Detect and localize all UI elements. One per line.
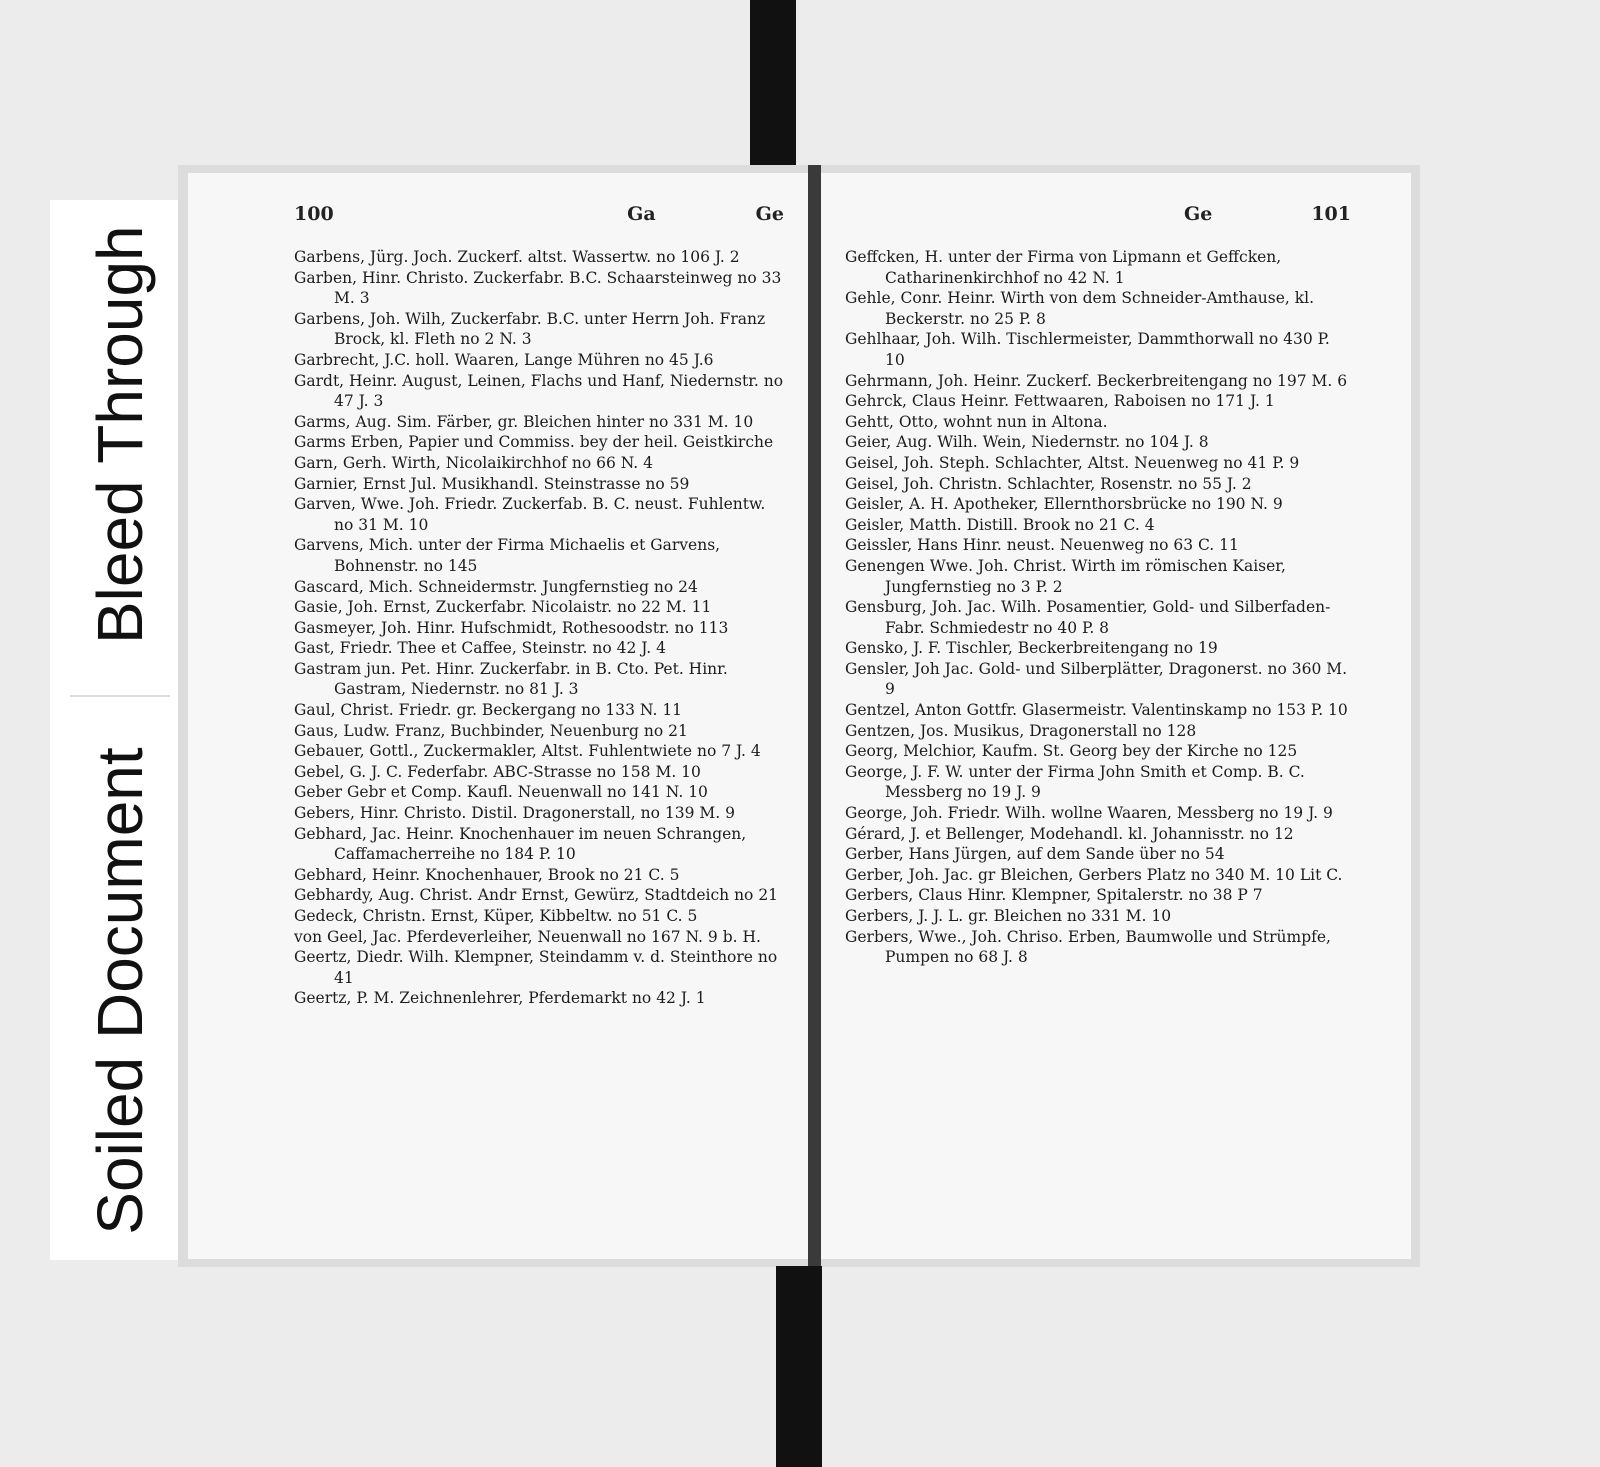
binding-clip-bottom [776,1266,822,1467]
directory-entry: Gastram jun. Pet. Hinr. Zuckerfabr. in B. Cto. Pet. Hinr. Gastram, Niedernstr. no 81 J. 3 [294,659,728,699]
binding-clip-top [750,0,796,165]
left-page-running-head [627,203,784,225]
directory-entry: Gardt, Heinr. August, Leinen, Flachs und Hanf, Niedernstr. no 47 J. 3 [294,371,784,411]
directory-entry: Geertz, P. M. Zeichnenlehrer, Pferdemarkt no 42 J. 1 [294,989,706,1008]
directory-entry: Gehrmann, Joh. Heinr. Zuckerf. Beckerbreitengang no 197 M. 6 [845,371,1348,390]
directory-entry: Geber Gebr et Comp. Kaufl. Neuenwall no 141 N. 10 [294,783,708,802]
directory-entry: Georg, Melchior, Kaufm. St. Georg bey der Kirche no 125 [845,742,1298,761]
directory-entry: Gast, Friedr. Thee et Caffee, Steinstr. no 42 J. 4 [294,639,666,658]
book-gutter [808,165,821,1267]
right-page [821,173,1411,1259]
directory-entry: Gaul, Christ. Friedr. gr. Beckergang no 133 N. 11 [294,701,683,720]
directory-entry: Gebers, Hinr. Christo. Distil. Dragonerstall, no 139 M. 9 [294,804,735,823]
directory-entry: Gehtt, Otto, wohnt nun in Altona. [845,412,1108,431]
side-label-divider [70,695,170,697]
directory-entry: Gentzel, Anton Gottfr. Glasermeistr. Valentinskamp no 153 P. 10 [845,701,1348,720]
left-page [188,173,808,1259]
directory-entry: Gentzen, Jos. Musikus, Dragonerstall no 128 [845,721,1197,740]
directory-entry: Gerber, Hans Jürgen, auf dem Sande über no 54 [845,845,1225,864]
directory-entry: Gebhardy, Aug. Christ. Andr Ernst, Gewürz, Stadtdeich no 21 [294,886,779,905]
left-head-a: Ga [627,203,656,225]
right-page-number: 101 [1311,203,1351,225]
directory-entry: Gasie, Joh. Ernst, Zuckerfabr. Nicolaistr. no 22 M. 11 [294,598,712,617]
directory-entry: Geisel, Joh. Steph. Schlachter, Altst. Neuenweg no 41 P. 9 [845,453,1300,472]
side-label-bleed: Bleed Through [84,225,156,645]
side-label-text [50,200,190,1260]
directory-entry: Garnier, Ernst Jul. Musikhandl. Steinstrasse no 59 [294,474,690,493]
directory-entry: George, Joh. Friedr. Wilh. wollne Waaren, Messberg no 19 J. 9 [845,804,1333,823]
directory-entry: Geisler, Matth. Distill. Brook no 21 C. 4 [845,515,1155,534]
directory-entry: Garven, Wwe. Joh. Friedr. Zuckerfab. B. C. neust. Fuhlentw. no 31 M. 10 [294,495,766,534]
directory-entry: Gebhard, Heinr. Knochenhauer, Brook no 21 C. 5 [294,865,680,884]
directory-entry: Gehlhaar, Joh. Wilh. Tischlermeister, Dammthorwall no 430 P. 10 [845,330,1330,369]
directory-entry: Geertz, Diedr. Wilh. Klempner, Steindamm v. d. Steinthore no 41 [294,948,778,987]
directory-entry: Gaus, Ludw. Franz, Buchbinder, Neuenburg no 21 [294,721,688,740]
side-label-soiled: Soiled Document [84,747,156,1235]
directory-entry: Gerbers, Wwe., Joh. Chriso. Erben, Baumwolle und Strümpfe, Pumpen no 68 J. 8 [845,927,1331,967]
directory-entry: Genengen Wwe. Joh. Christ. Wirth im römischen Kaiser, Jungfernstieg no 3 P. 2 [845,556,1286,596]
directory-entry: Geissler, Hans Hinr. neust. Neuenweg no 63 C. 11 [845,536,1239,555]
directory-entry: Gerbers, Claus Hinr. Klempner, Spitalerstr. no 38 P 7 [845,886,1263,905]
directory-entry: Gehrck, Claus Heinr. Fettwaaren, Raboisen no 171 J. 1 [845,392,1275,411]
directory-entry: Garbens, Jürg. Joch. Zuckerf. altst. Wassertw. no 106 J. 2 [294,248,740,266]
directory-entry: Gerber, Joh. Jac. gr Bleichen, Gerbers Platz no 340 M. 10 Lit C. [845,865,1343,884]
directory-entry: Garbens, Joh. Wilh, Zuckerfabr. B.C. unter Herrn Joh. Franz Brock, kl. Fleth no 2 N. 3 [294,309,766,349]
directory-entry: Gehle, Conr. Heinr. Wirth von dem Schneider-Amthause, kl. Beckerstr. no 25 P. 8 [845,289,1315,328]
left-entry-list [294,247,784,1009]
directory-entry: Geffcken, H. unter der Firma von Lipmann et Geffcken, Catharinenkirchhof no 42 N. 1 [845,248,1282,287]
directory-entry: Garvens, Mich. unter der Firma Michaelis et Garvens, Bohnenstr. no 145 [294,536,721,575]
directory-entry: Gebhard, Jac. Heinr. Knochenhauer im neuen Schrangen, Caffamacherreihe no 184 P. 10 [294,824,747,864]
directory-entry: Garms, Aug. Sim. Färber, gr. Bleichen hinter no 331 M. 10 [294,412,754,431]
directory-entry: Gerbers, J. J. L. gr. Bleichen no 331 M. 10 [845,907,1172,925]
directory-entry: Gensler, Joh Jac. Gold- und Silberplätter, Dragonerst. no 360 M. 9 [845,659,1348,699]
right-page-header [845,203,1351,225]
directory-entry: Garn, Gerh. Wirth, Nicolaikirchhof no 66 N. 4 [294,453,654,472]
directory-entry: Gensburg, Joh. Jac. Wilh. Posamentier, Gold- und Silberfaden-Fabr. Schmiedestr no 40 P. 8 [845,598,1331,637]
directory-entry: Gérard, J. et Bellenger, Modehandl. kl. Johannisstr. no 12 [845,824,1294,843]
directory-entry: Gascard, Mich. Schneidermstr. Jungfernstieg no 24 [294,577,698,596]
directory-entry: Gensko, J. F. Tischler, Beckerbreitengang no 19 [845,639,1218,658]
right-entry-list [845,247,1351,968]
side-label-panel [50,200,190,1260]
directory-entry: Garbrecht, J.C. holl. Waaren, Lange Mühren no 45 J.6 [294,350,714,369]
directory-entry: George, J. F. W. unter der Firma John Smith et Comp. B. C. Messberg no 19 J. 9 [845,762,1305,802]
left-head-b: Ge [755,203,784,225]
book-spread [178,165,1420,1267]
directory-entry: von Geel, Jac. Pferdeverleiher, Neuenwall no 167 N. 9 b. H. [294,927,761,946]
directory-entry: Garben, Hinr. Christo. Zuckerfabr. B.C. Schaarsteinweg no 33 M. 3 [294,268,782,308]
left-page-header [294,203,784,225]
directory-entry: Garms Erben, Papier und Commiss. bey der heil. Geistkirche [294,433,774,452]
directory-entry: Gebauer, Gottl., Zuckermakler, Altst. Fuhlentwiete no 7 J. 4 [294,742,761,761]
left-page-number: 100 [294,203,334,225]
directory-entry: Gebel, G. J. C. Federfabr. ABC-Strasse no 158 M. 10 [294,762,701,781]
right-page-running-head: Ge [1184,203,1213,225]
directory-entry: Geisler, A. H. Apotheker, Ellernthorsbrücke no 190 N. 9 [845,495,1283,514]
directory-entry: Geier, Aug. Wilh. Wein, Niedernstr. no 104 J. 8 [845,433,1209,452]
directory-entry: Geisel, Joh. Christn. Schlachter, Rosenstr. no 55 J. 2 [845,474,1252,493]
directory-entry: Gedeck, Christn. Ernst, Küper, Kibbeltw. no 51 C. 5 [294,907,698,925]
directory-entry: Gasmeyer, Joh. Hinr. Hufschmidt, Rothesoodstr. no 113 [294,618,729,637]
